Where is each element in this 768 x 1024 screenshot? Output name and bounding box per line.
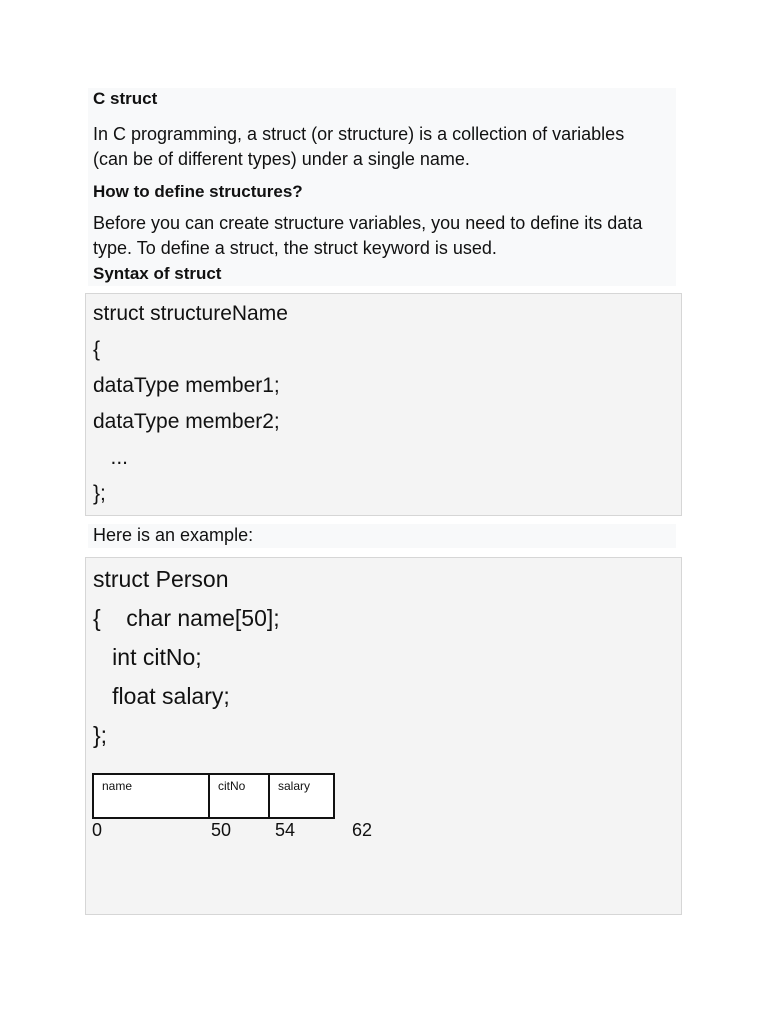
code-line: struct Person <box>93 566 229 592</box>
memory-cell-citno <box>208 773 270 819</box>
code-line: int citNo; <box>93 644 202 670</box>
syntax-code-block <box>85 293 682 516</box>
memory-offset: 50 <box>211 820 232 840</box>
code-line: dataType member2; <box>93 410 280 433</box>
intro-line-1: In C programming, a struct (or structure) is a collection of variables <box>93 124 625 144</box>
page-title: C struct <box>93 89 158 108</box>
define-heading: How to define structures? <box>93 182 303 201</box>
example-code-block <box>85 557 682 915</box>
code-line: float salary; <box>93 683 230 709</box>
code-line: ... <box>93 446 129 469</box>
code-line: struct structureName <box>93 302 288 325</box>
code-line: }; <box>93 722 108 748</box>
memory-offset: 0 <box>92 820 103 840</box>
define-line-2: type. To define a struct, the struct keyword is used. <box>93 238 497 258</box>
code-line: { char name[50]; <box>93 605 280 631</box>
code-line: dataType member1; <box>93 374 280 397</box>
define-line-1: Before you can create structure variables, you need to define its data <box>93 213 643 233</box>
memory-cell-label: name <box>102 779 133 793</box>
memory-cell-label: salary <box>278 779 311 793</box>
memory-cell-name <box>92 773 210 819</box>
intro-line-2: (can be of different types) under a single name. <box>93 149 470 169</box>
syntax-heading: Syntax of struct <box>93 264 222 283</box>
memory-offset: 62 <box>352 820 373 840</box>
code-line: { <box>93 338 101 361</box>
example-label: Here is an example: <box>93 525 254 545</box>
memory-cell-salary <box>268 773 335 819</box>
code-line: }; <box>93 482 106 505</box>
memory-offset: 54 <box>275 820 296 840</box>
memory-cell-label: citNo <box>218 779 246 793</box>
